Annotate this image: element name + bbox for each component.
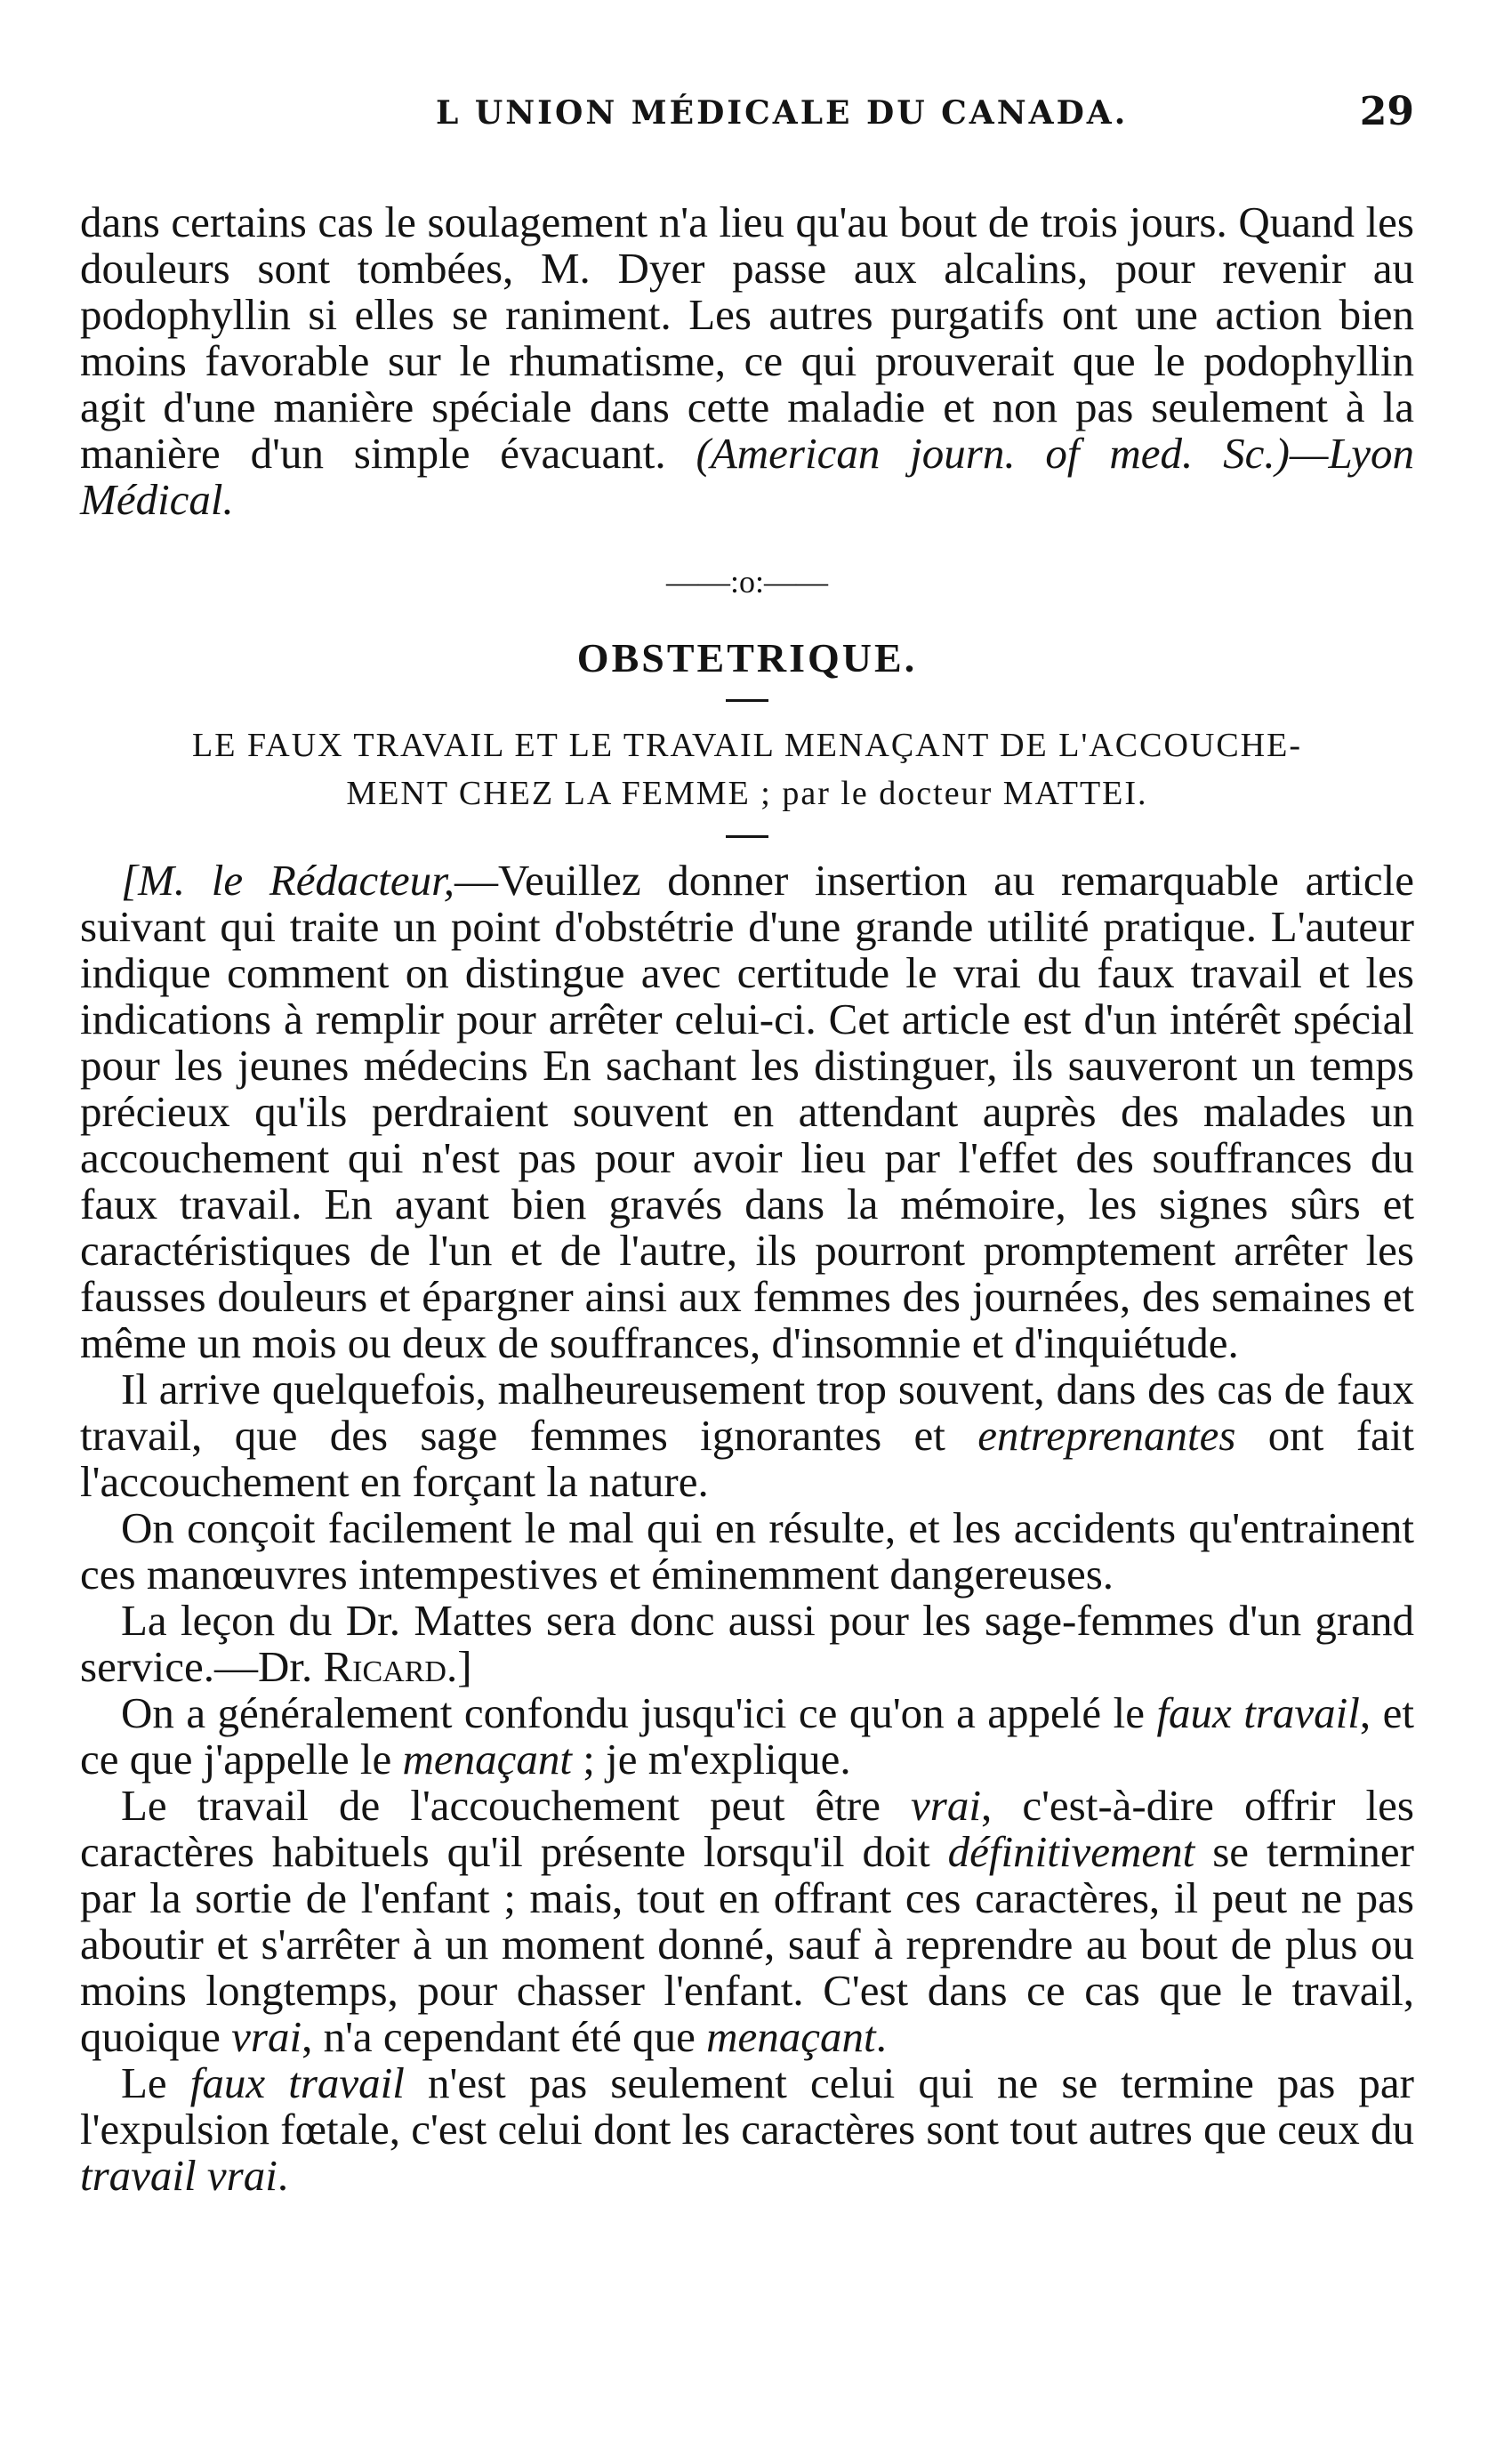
- article-title: [80, 721, 1414, 817]
- editor-note-paragraph: [80, 1598, 1414, 1690]
- editor-salutation: [M. le Rédacteur,: [121, 856, 455, 905]
- text-run: se terminer par la sortie de l'enfant ; mais, tout en offrant ces caractères, il peut ne pas aboutir et s'arrêter à un moment donné, sauf à reprendre au bout de plus ou moins longtemps, pour chasser l'enfant. C'est dans ce cas que le travail, quoique: [80, 1827, 1414, 2061]
- editor-signature: Ricard: [323, 1642, 446, 1691]
- text-run: Le travail de l'accouchement peut être: [121, 1781, 912, 1830]
- emphasis: entreprenantes: [977, 1411, 1236, 1460]
- article-title-line-2: MENT CHEZ LA FEMME ; par le docteur MATTEI.: [346, 775, 1148, 812]
- source-citation: (American journ. of med. Sc.)—Lyon Médical.: [80, 429, 1415, 524]
- opening-paragraph: [80, 199, 1414, 523]
- running-head: [80, 89, 1414, 146]
- article-paragraph: [80, 2060, 1414, 2199]
- text-run: , c'est-à-dire offrir les caractères habituels qu'il présente lorsqu'il doit: [80, 1781, 1414, 1876]
- text-run: , et ce que j'appelle le: [80, 1688, 1414, 1784]
- text-body: [80, 199, 1414, 2199]
- article-paragraph: [80, 1783, 1414, 2060]
- opening-paragraph-text: dans certains cas le soulagement n'a lieu qu'au bout de trois jours. Quand les douleurs sont tombées, M. Dyer passe aux alcalins, pour revenir au podophyllin si elles se raniment. Les autres purgatifs ont une action bien moins favorable sur le rhumatisme, ce qui prouverait que le podophyllin agit d'une manière spéciale dans cette maladie et non pas seulement à la manière d'un simple évacuant.: [80, 197, 1414, 478]
- running-title: L UNION MÉDICALE DU CANADA.: [436, 94, 1129, 132]
- article-paragraph: [80, 1690, 1414, 1783]
- editor-note-paragraph: [80, 1505, 1414, 1598]
- article-title-line-1: LE FAUX TRAVAIL ET LE TRAVAIL MENAÇANT DE L'ACCOUCHE-: [192, 727, 1302, 764]
- emphasis: vrai: [911, 1781, 981, 1830]
- text-run: .]: [446, 1642, 472, 1691]
- text-run: On conçoit facilement le mal qui en résulte, et les accidents qu'entrainent ces manœuvres intempestives et éminemment dangereuses.: [80, 1503, 1414, 1598]
- emphasis: faux travail: [189, 2058, 405, 2107]
- emphasis: menaçant: [402, 1735, 573, 1784]
- divider-rule: [726, 699, 768, 702]
- text-run: ont fait l'accouchement en forçant la nature.: [80, 1411, 1414, 1506]
- page: [80, 89, 1414, 2199]
- emphasis: menaçant: [706, 2012, 876, 2061]
- text-run: , n'a cependant été que: [302, 2012, 707, 2061]
- editor-note-text: —Veuillez donner insertion au remarquable article suivant qui traite un point d'obstétrie d'une grande utilité pratique. L'auteur indique comment on distingue avec certitude le vrai du faux travail et les indications à remplir pour arrêter celui-ci. Cet article est d'un intérêt spécial pour les jeunes médecins En sachant les distinguer, ils sauveront un temps précieux qu'ils perdraient souvent en attendant auprès des malades un accouchement qui n'est pas pour avoir lieu par l'effet des souffrances du faux travail. En ayant bien gravés dans la mémoire, les signes sûrs et caractéristiques de l'un et de l'autre, ils pourront promptement arrêter les fausses douleurs et épargner ainsi aux femmes des journées, des semaines et même un mois ou deux de souffrances, d'insomnie et d'inquiétude.: [80, 856, 1414, 1367]
- editor-note-paragraph: [80, 1366, 1414, 1505]
- text-run: .: [875, 2012, 887, 2061]
- page-number: 29: [1359, 89, 1414, 134]
- text-run: .: [277, 2151, 289, 2200]
- emphasis: définitivement: [947, 1827, 1195, 1876]
- divider-rule: [726, 835, 768, 838]
- text-run: n'est pas seulement celui qui ne se termine pas par l'expulsion fœtale, c'est celui dont les caractères sont tout autres que ceux du: [80, 2058, 1414, 2154]
- emphasis: vrai: [231, 2012, 302, 2061]
- text-run: Il arrive quelquefois, malheureusement trop souvent, dans des cas de faux travail, que des sage femmes ignorantes et: [80, 1365, 1414, 1460]
- section-title: OBSTETRIQUE.: [576, 635, 918, 680]
- text-run: On a généralement confondu jusqu'ici ce qu'on a appelé le: [121, 1688, 1157, 1737]
- text-run: La leçon du Dr. Mattes sera donc aussi pour les sage-femmes d'un grand service.—Dr.: [80, 1596, 1414, 1691]
- emphasis: travail vrai: [80, 2151, 277, 2200]
- text-run: Le: [121, 2058, 190, 2107]
- section-ornament: ——:o:——: [665, 564, 828, 600]
- emphasis: faux travail: [1156, 1688, 1360, 1737]
- editor-note-paragraph: [80, 858, 1414, 1366]
- text-run: ; je m'explique.: [572, 1735, 851, 1784]
